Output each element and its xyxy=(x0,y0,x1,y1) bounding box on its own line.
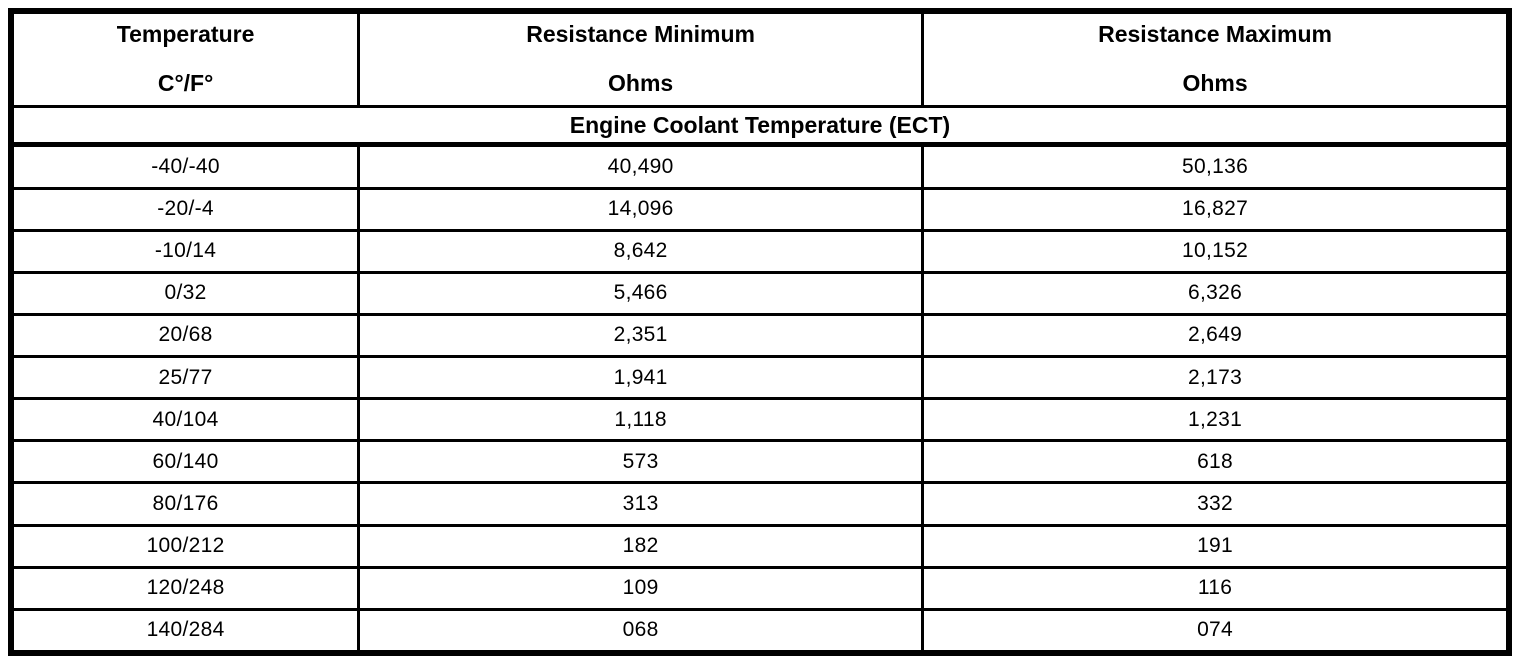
column-header-resistance-maximum xyxy=(923,14,1506,107)
resistance-min-cell: 182 xyxy=(359,525,923,567)
table-row xyxy=(14,525,1506,567)
resistance-max-cell: 191 xyxy=(923,525,1506,567)
resistance-min-cell: 5,466 xyxy=(359,272,923,314)
resistance-max-cell: 16,827 xyxy=(923,188,1506,230)
column-unit: Ohms xyxy=(1182,70,1248,97)
resistance-max-cell: 50,136 xyxy=(923,145,1506,188)
resistance-max-cell: 074 xyxy=(1197,618,1234,642)
resistance-min-cell: 14,096 xyxy=(359,188,923,230)
temperature-cell: 140/284 xyxy=(14,609,359,650)
column-header-temperature xyxy=(14,14,359,107)
temperature-cell: -40/-40 xyxy=(14,145,359,188)
temperature-cell: 20/68 xyxy=(14,314,359,356)
temperature-cell: 40/104 xyxy=(14,399,359,441)
section-title: Engine Coolant Temperature (ECT) xyxy=(14,107,1506,145)
column-header-resistance-minimum xyxy=(359,14,923,107)
table-row xyxy=(14,314,1506,356)
temperature-cell: -10/14 xyxy=(14,230,359,272)
column-title: Temperature xyxy=(116,21,255,48)
temperature-cell: 25/77 xyxy=(14,357,359,399)
table-row xyxy=(14,609,1506,650)
resistance-min-cell: 068 xyxy=(359,609,923,650)
temperature-cell: 0/32 xyxy=(14,272,359,314)
resistance-min-cell: 40,490 xyxy=(359,145,923,188)
resistance-min-cell: 8,642 xyxy=(359,230,923,272)
resistance-min-cell: 109 xyxy=(359,567,923,609)
column-title: Resistance Maximum xyxy=(1098,21,1333,48)
resistance-max-cell: 2,173 xyxy=(923,357,1506,399)
table-row xyxy=(14,272,1506,314)
temperature-cell: 80/176 xyxy=(14,483,359,525)
table-row xyxy=(14,230,1506,272)
resistance-min-cell: 313 xyxy=(359,483,923,525)
resistance-min-cell: 1,941 xyxy=(359,357,923,399)
resistance-min-cell: 1,118 xyxy=(359,399,923,441)
column-unit: Ohms xyxy=(608,70,674,97)
table-header-row xyxy=(14,14,1506,107)
column-title: Resistance Minimum xyxy=(526,21,756,48)
section-header-row xyxy=(14,107,1506,145)
resistance-max-cell: 618 xyxy=(923,441,1506,483)
resistance-min-cell: 2,351 xyxy=(359,314,923,356)
table-row xyxy=(14,483,1506,525)
resistance-max-cell: 2,649 xyxy=(923,314,1506,356)
table-row xyxy=(14,357,1506,399)
temperature-cell: -20/-4 xyxy=(14,188,359,230)
table-row xyxy=(14,145,1506,188)
resistance-max-cell: 332 xyxy=(923,483,1506,525)
column-unit: C°/F° xyxy=(157,70,214,97)
ect-resistance-table xyxy=(14,14,1506,650)
table-row xyxy=(14,188,1506,230)
ect-resistance-table-frame xyxy=(8,8,1512,656)
resistance-min-cell: 573 xyxy=(359,441,923,483)
temperature-cell: 120/248 xyxy=(14,567,359,609)
temperature-cell: 100/212 xyxy=(14,525,359,567)
table-row xyxy=(14,567,1506,609)
resistance-max-cell: 116 xyxy=(923,567,1506,609)
table-row xyxy=(14,399,1506,441)
resistance-max-cell: 6,326 xyxy=(923,272,1506,314)
temperature-cell: 60/140 xyxy=(14,441,359,483)
resistance-max-cell: 10,152 xyxy=(923,230,1506,272)
table-row xyxy=(14,441,1506,483)
resistance-max-cell: 1,231 xyxy=(923,399,1506,441)
